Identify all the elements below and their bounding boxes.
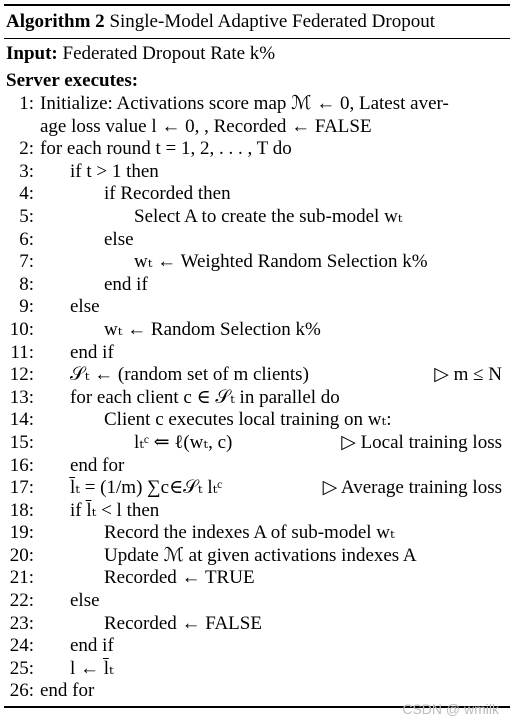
line-text: Recorded ← FALSE: [104, 612, 262, 634]
line-number: 6:: [19, 228, 34, 250]
line-text: Client c executes local training on wₜ:: [104, 409, 392, 431]
line-comment: ▷ m ≤ N: [434, 364, 502, 386]
watermark: CSDN @ wmilk: [402, 701, 499, 717]
algorithm-line: [4, 455, 510, 478]
line-comment: ▷ Local training loss: [341, 431, 502, 453]
algorithm-line: [4, 93, 510, 116]
algorithm-line: [4, 477, 510, 500]
algorithm-title: Single-Model Adaptive Federated Dropout: [109, 11, 436, 32]
line-number: 19:: [9, 522, 34, 544]
line-text: end for: [40, 680, 95, 702]
algorithm-line: [4, 635, 510, 658]
line-text: l ← l̄ₜ: [70, 657, 114, 679]
line-text: for each round t = 1, 2, . . . , T do: [40, 138, 292, 160]
line-number: 8:: [19, 273, 34, 295]
line-text: Record the indexes A of sub-model wₜ: [104, 522, 395, 544]
line-text: end if: [104, 273, 148, 295]
line-text: lₜᶜ ⇐ ℓ(wₜ, c): [134, 431, 233, 453]
line-text: wₜ ← Random Selection k%: [104, 318, 321, 340]
line-text: Update ℳ at given activations indexes A: [104, 544, 417, 566]
algorithm-line: [4, 567, 510, 590]
line-text: else: [104, 228, 134, 250]
line-number: 12:: [9, 364, 34, 386]
server-executes-label: Server executes:: [6, 70, 139, 91]
algorithm-line: [4, 409, 510, 432]
line-number: 1:: [19, 93, 34, 114]
line-text: end if: [70, 635, 114, 657]
algorithm-line: [4, 364, 510, 387]
line-number: 16:: [9, 454, 34, 476]
line-number: 18:: [9, 499, 34, 521]
algorithm-line: [4, 183, 510, 206]
input-label: Input:: [6, 43, 58, 64]
algorithm-line: [4, 590, 510, 613]
algorithm-line: [4, 319, 510, 342]
line-number: 14:: [9, 409, 34, 431]
line-number: 3:: [19, 160, 34, 182]
line-number: 7:: [19, 251, 34, 273]
line-number: 13:: [9, 386, 34, 408]
line-text: else: [70, 296, 100, 318]
algorithm-label: Algorithm 2: [6, 11, 105, 32]
algorithm-line: [4, 274, 510, 297]
line-number: 24:: [9, 635, 34, 657]
algorithm-line: [4, 500, 510, 523]
algorithm-line: [4, 251, 510, 274]
algorithm-line: [4, 229, 510, 252]
input-line: [4, 39, 510, 67]
line-number: 4:: [19, 183, 34, 205]
line-number: 10:: [9, 318, 34, 340]
line-number: 2:: [19, 138, 34, 160]
line-text: wₜ ← Weighted Random Selection k%: [134, 251, 428, 273]
algorithm-line: [4, 138, 510, 161]
line-text: if Recorded then: [104, 183, 231, 205]
line-text: end if: [70, 341, 114, 363]
algorithm-line: [4, 680, 510, 703]
line-number: 17:: [9, 477, 34, 499]
line-text: 𝒮ₜ ← (random set of m clients): [70, 364, 309, 386]
line-text: Select A to create the sub-model wₜ: [134, 205, 403, 227]
line-number: 23:: [9, 612, 34, 634]
line-number: 15:: [9, 431, 34, 453]
line-text: l̄ₜ = (1/m) ∑c∈𝒮ₜ lₜᶜ: [70, 477, 223, 499]
algorithm-line: [4, 658, 510, 681]
algorithm-lines: [4, 93, 510, 703]
algorithm-line: [4, 342, 510, 365]
input-text: Federated Dropout Rate k%: [62, 43, 276, 64]
algorithm-line: [4, 161, 510, 184]
line-text: if t > 1 then: [70, 160, 159, 182]
algorithm-line: [4, 545, 510, 568]
line-text: age loss value l ← 0, , Recorded ← FALSE: [40, 115, 372, 137]
algorithm-line: [4, 296, 510, 319]
line-number: 21:: [9, 567, 34, 589]
algorithm-header: [4, 6, 510, 38]
line-number: 26:: [9, 680, 34, 702]
line-number: 9:: [19, 296, 34, 318]
line-number: 20:: [9, 544, 34, 566]
line-text: else: [70, 590, 100, 612]
algorithm-line: [4, 387, 510, 410]
line-number: 25:: [9, 657, 34, 679]
line-comment: ▷ Average training loss: [322, 477, 502, 499]
line-text: for each client c ∈ 𝒮ₜ in parallel do: [70, 386, 340, 408]
line-text: end for: [70, 454, 125, 476]
algorithm-line: [4, 206, 510, 229]
algorithm-line: [4, 432, 510, 455]
algorithm-line: [4, 116, 510, 139]
algorithm-line: [4, 613, 510, 636]
algorithm-line: [4, 522, 510, 545]
line-text: Initialize: Activations score map ℳ ← 0, Latest aver-: [40, 93, 449, 114]
line-number: 11:: [10, 341, 34, 363]
line-number: 22:: [9, 590, 34, 612]
line-number: 5:: [19, 205, 34, 227]
algorithm-box: [4, 4, 510, 708]
line-text: Recorded ← TRUE: [104, 567, 255, 589]
line-text: if l̄ₜ < l then: [70, 499, 160, 521]
